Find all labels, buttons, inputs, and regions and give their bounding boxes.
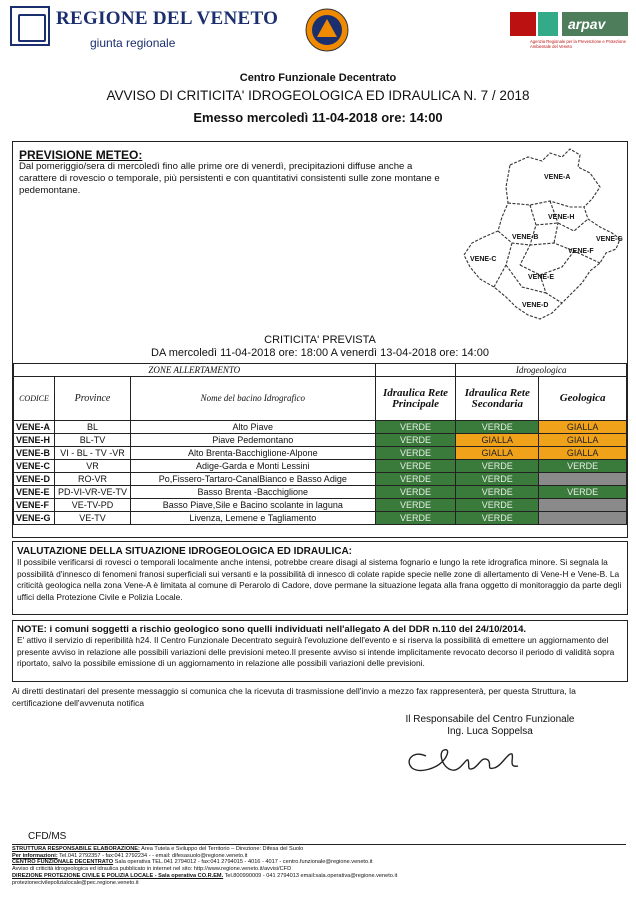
arpav-leaf-icon	[538, 12, 558, 36]
map-label-vene-a: VENE-A	[544, 174, 571, 181]
zone-basin: Livenza, Lemene e Tagliamento	[130, 512, 375, 525]
footer-line-2: Per informazioni: Tel.041 2792357 - fax:041 2792234 - - email: difesasuolo@regione.veneto.it	[12, 852, 248, 859]
table-row	[14, 434, 627, 447]
arpav-logo	[510, 12, 630, 60]
footer-line-5: DIREZIONE PROTEZIONE CIVILE E POLIZIA LOCALE - Sala operativa CO.R.EM. Tel.800990009 - 041 2794013 email:sala.operativa@regione.veneto.it	[12, 872, 398, 879]
table-row	[14, 512, 627, 525]
geologica-level: GIALLA	[539, 421, 627, 434]
table-row	[14, 421, 627, 434]
geologica-level: VERDE	[539, 460, 627, 473]
idraulica-level: VERDE	[375, 421, 456, 434]
zone-code: VENE-E	[14, 486, 55, 499]
idraulica-level: VERDE	[375, 512, 456, 525]
geologica-level: GIALLA	[539, 447, 627, 460]
table-header-row-1	[14, 364, 627, 377]
idraulica-level: VERDE	[375, 473, 456, 486]
responsabile-title: Il Responsabile del Centro Funzionale	[405, 714, 575, 725]
col-bacino: Nome del bacino Idrografico	[130, 377, 375, 421]
table-row	[14, 499, 627, 512]
idraulica-level: VERDE	[375, 447, 456, 460]
zone-code: VENE-F	[14, 499, 55, 512]
geologica-level: VERDE	[539, 486, 627, 499]
col-idraulica: Idraulica Rete Principale	[375, 377, 456, 421]
col-geologica: Geologica	[539, 377, 627, 421]
zone-province: VR	[54, 460, 130, 473]
region-subtitle: giunta regionale	[90, 36, 176, 50]
zone-basin: Alto Brenta-Bacchiglione-Alpone	[130, 447, 375, 460]
table-row	[14, 447, 627, 460]
meteo-text: Dal pomeriggio/sera di mercoledì fino alle prime ore di venerdì, precipitazioni diffuse anche a carattere di rovescio o temporale, più persistenti e con quantitativi consistenti sulle zone montane e pedemontane.	[19, 161, 440, 196]
map-label-vene-b: VENE-B	[512, 234, 539, 241]
regione-emblem-icon	[10, 6, 50, 46]
rete-secondaria-level: VERDE	[456, 473, 539, 486]
zone-basin: Basso Piave,Sile e Bacino scolante in laguna	[130, 499, 375, 512]
rete-secondaria-level: VERDE	[456, 460, 539, 473]
zone-code: VENE-A	[14, 421, 55, 434]
zone-code: VENE-D	[14, 473, 55, 486]
zone-code: VENE-B	[14, 447, 55, 460]
valutazione-heading: VALUTAZIONE DELLA SITUAZIONE IDROGEOLOGICA ED IDRAULICA:	[17, 546, 352, 557]
zone-basin: Alto Piave	[130, 421, 375, 434]
zone-code: VENE-G	[14, 512, 55, 525]
footer-line-4: Avviso di criticità idrogeologica ed idraulica pubblicato in internet nel sito: http://www.regione.veneto.it/avvisi/CFD	[12, 866, 292, 873]
rete-secondaria-level: VERDE	[456, 421, 539, 434]
criticita-range: DA mercoledì 11-04-2018 ore: 18:00 A venerdì 13-04-2018 ore: 14:00	[151, 347, 489, 359]
map-label-vene-h: VENE-H	[548, 214, 575, 221]
zone-basin: Adige-Garda e Monti Lessini	[130, 460, 375, 473]
arpav-name: arpav	[562, 12, 628, 36]
zone-basin: Basso Brenta -Bacchiglione	[130, 486, 375, 499]
rete-secondaria-level: VERDE	[456, 486, 539, 499]
zone-basin: Piave Pedemontano	[130, 434, 375, 447]
table-row	[14, 460, 627, 473]
rete-secondaria-level: GIALLA	[456, 447, 539, 460]
emission-date: Emesso mercoledì 11-04-2018 ore: 14:00	[193, 110, 443, 125]
zone-code: VENE-C	[14, 460, 55, 473]
col-province: Province	[54, 377, 130, 421]
rete-secondaria-level: VERDE	[456, 512, 539, 525]
idraulica-level: VERDE	[375, 460, 456, 473]
idraulica-level: VERDE	[375, 499, 456, 512]
cfd-title: Centro Funzionale Decentrato	[239, 72, 397, 84]
note-text: E' attivo il servizio di reperibilità h24. Il Centro Funzionale Decentrato seguirà l'evoluzione dell'evento e si riserva la possibilità di emettere un aggiornamento del presente avviso in relazione alle possibili variazioni delle previsioni meteo.Il presente avviso si intende implicitamente revocato decorso il periodo di validità sopra riportato, salvo la possibile emissione di un aggiornamento in relazione alle possibili variazioni delle previsioni.	[17, 635, 615, 669]
zone-province: PD-VI-VR-VE-TV	[54, 486, 130, 499]
valutazione-text: Il possibile verificarsi di rovesci o temporali localmente anche intensi, potrebbe creare disagi al sistema fognario e lungo la rete idrografica minore. Si segnala la possibilità d'innesco di fenomeni franosi superficiali sui versanti e la possibilità di innesco di colate rapide specie nelle zone di allertamento di Vene-H e Vene-B. La criticità geologica nella zona Vene-A è limitata al comune di Perarolo di Cadore, dove permane la situazione legata alla frana oggetto di monitoraggio da parte degli uffici della Protezione Civile e Polizia Locale.	[17, 557, 622, 602]
criticita-title: CRITICITA' PREVISTA	[264, 334, 376, 346]
geologica-level	[539, 512, 627, 525]
rete-secondaria-level: VERDE	[456, 499, 539, 512]
zone-province: BL-TV	[54, 434, 130, 447]
map-label-vene-g: VENE-G	[596, 236, 623, 243]
zone-allertamento-header: ZONE ALLERTAMENTO	[14, 364, 376, 377]
table-header-row-2	[14, 377, 627, 421]
idrogeologica-header: Idrogeologica	[456, 364, 627, 377]
idraulica-level: VERDE	[375, 434, 456, 447]
map-label-vene-e: VENE-E	[528, 274, 555, 281]
arpav-description: Agenzia Regionale per la Prevenzione e Protezione Ambientale del Veneto	[530, 39, 626, 49]
zone-province: RO-VR	[54, 473, 130, 486]
footer	[12, 844, 626, 900]
blank-header	[375, 364, 456, 377]
zone-province: VE-TV-PD	[54, 499, 130, 512]
map-label-vene-f: VENE-F	[568, 248, 594, 255]
footer-line-3: CENTRO FUNZIONALE DECENTRATO Sala operativa TEL.041 2794012 - fax:041 2794015 - 4016 - 4017 - centro.funzionale@regione.veneto.it	[12, 859, 373, 866]
col-codice: CODICE	[14, 377, 55, 421]
zones-table	[13, 363, 627, 525]
table-row	[14, 486, 627, 499]
responsabile-block	[350, 714, 630, 738]
map-label-vene-d: VENE-D	[522, 302, 549, 309]
responsabile-name: Ing. Luca Soppelsa	[447, 726, 533, 737]
geologica-level: GIALLA	[539, 434, 627, 447]
map-label-vene-c: VENE-C	[470, 256, 497, 263]
zone-basin: Po,Fissero-Tartaro-CanalBianco e Basso Adige	[130, 473, 375, 486]
footer-line-1: STRUTTURA RESPONSABILE ELABORAZIONE: Area Tutela e Sviluppo del Territorio – Direzione: Difesa del Suolo	[12, 846, 304, 852]
zone-province: BL	[54, 421, 130, 434]
protezione-civile-logo-icon	[305, 8, 349, 52]
region-title: REGIONE DEL VENETO	[56, 8, 279, 29]
rete-secondaria-level: GIALLA	[456, 434, 539, 447]
zone-province: VE-TV	[54, 512, 130, 525]
regione-veneto-logo	[10, 6, 279, 58]
col-rete-secondaria: Idraulica Rete Secondaria	[456, 377, 539, 421]
geologica-level	[539, 473, 627, 486]
footer-line-6: protezionecivilepolizialocale@pec.regione.veneto.it	[12, 879, 139, 886]
zone-province: VI - BL - TV -VR	[54, 447, 130, 460]
note-heading: NOTE: i comuni soggetti a rischio geologico sono quelli individuati nell'allegato A del DDR n.110 del 24/10/2014.	[17, 624, 527, 635]
valutazione-box	[12, 541, 628, 615]
veneto-zones-map	[450, 147, 626, 332]
note-box	[12, 620, 628, 682]
idraulica-level: VERDE	[375, 486, 456, 499]
forecast-box	[12, 141, 628, 538]
avviso-title: AVVISO DI CRITICITA' IDROGEOLOGICA ED IDRAULICA N. 7 / 2018	[106, 88, 530, 103]
zone-code: VENE-H	[14, 434, 55, 447]
destinatari-text: Ai diretti destinatari del presente messaggio si comunica che la ricevuta di trasmissione dell'invio a mezzo fax rappresenterà, per questa Struttura, la certificazione dell'avvenuta notifica	[12, 686, 576, 708]
table-row	[14, 473, 627, 486]
geologica-level	[539, 499, 627, 512]
signature-icon	[396, 738, 536, 778]
cfd-ms-code: CFD/MS	[28, 831, 67, 842]
arpav-emblem-icon	[510, 12, 536, 36]
meteo-heading: PREVISIONE METEO:	[19, 148, 143, 162]
